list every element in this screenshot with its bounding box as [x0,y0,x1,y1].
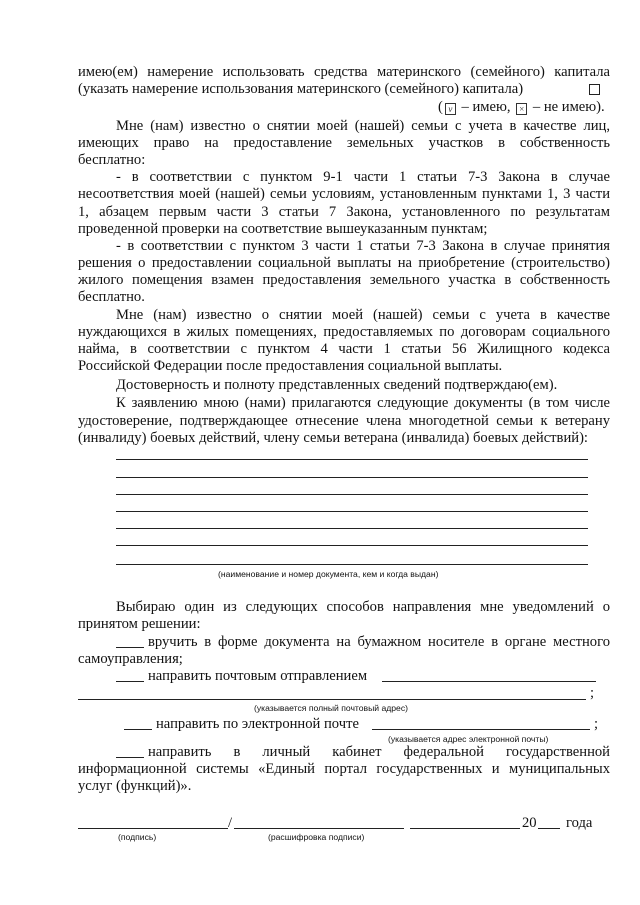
documents-fill-line[interactable] [116,459,588,460]
year-prefix: 20 [522,815,537,831]
documents-fill-line[interactable] [116,564,588,565]
date-field[interactable] [410,828,520,829]
option-mail-mark-field[interactable] [116,681,144,682]
text-line: направить в личный кабинет федеральной государственной [148,744,610,760]
text-line: (указать намерение использования материнского (семейного) капитала) [78,81,524,97]
text-line: Российской Федерации после предоставления социальной выплаты. [78,358,503,374]
postal-address-field[interactable] [382,681,596,682]
year-field[interactable] [538,828,560,829]
postal-address-field-line2[interactable] [78,699,586,700]
signature-slash: / [228,815,233,831]
text-line: направить по электронной почте [156,716,359,732]
option-cabinet-mark-field[interactable] [116,757,144,758]
text-line: бесплатно: [78,152,146,168]
text-line: несоответствия моей (нашей) семьи условиям, установленным пунктами 1, 3 части [78,186,610,202]
checkbox-no-sample: × [516,103,527,115]
text-line: Достоверность и полноту представленных сведений подтверждаю(ем). [116,377,558,393]
signature-decoding-caption: (расшифровка подписи) [268,832,365,842]
text-line: вручить в форме документа на бумажном носителе в органе местного [148,634,610,650]
documents-fill-line[interactable] [116,494,588,495]
text-line: направить почтовым отправлением [148,668,368,684]
text-line: бесплатно. [78,289,145,305]
option-email-mark-field[interactable] [124,729,152,730]
text-line: имею(ем) намерение использовать средства материнского (семейного) капитала [78,64,610,80]
signature-caption: (подпись) [118,832,157,842]
checkbox-legend: ( v – имею, × – не имею). [438,99,605,115]
text-line: ; [590,685,595,701]
text-line: Выбираю один из следующих способов направления мне уведомлений о [116,599,610,615]
text-line: - в соответствии с пунктом 9-1 части 1 статьи 7-3 Закона в случае [116,169,610,185]
text-line: информационной системы «Единый портал государственных и муниципальных [78,761,610,777]
documents-fill-line[interactable] [116,528,588,529]
text-line: ; [594,716,599,732]
text-line: принятом решении: [78,616,201,632]
text-line: проведенной проверки на соответствие вышеуказанным пунктам; [78,221,488,237]
postal-address-caption: (указывается полный почтовый адрес) [254,703,408,713]
text-line: К заявлению мною (нами) прилагаются следующие документы (в том числе [116,395,610,411]
text-line: жилого помещения взамен предоставления земельного участка в собственность [78,272,610,288]
text-line: услуг (функций)». [78,778,192,794]
text-line: (инвалиду) боевых действий, члену семьи ветерана (инвалида) боевых действий): [78,430,588,446]
text-line: Мне (нам) известно о снятии моей (нашей) семьи с учета в качестве [116,307,610,323]
signature-field[interactable] [78,828,228,829]
text-line: найма, в соответствии с пунктом 4 части 1 статьи 56 Жилищного кодекса [78,341,610,357]
capital-intent-checkbox[interactable] [589,84,600,95]
documents-caption: (наименование и номер документа, кем и когда выдан) [218,569,439,579]
year-suffix: года [566,815,593,831]
documents-fill-line[interactable] [116,511,588,512]
documents-fill-line[interactable] [116,545,588,546]
text-line: 1, абзацем первым части 3 статьи 7 Закона, установленного по результатам [78,204,610,220]
text-line: имеющих право на предоставление земельных участков в собственность [78,135,610,151]
text-line: Мне (нам) известно о снятии моей (нашей) семьи с учета в качестве лиц, [116,118,610,134]
documents-fill-line[interactable] [116,477,588,478]
text-line: нуждающихся в жилых помещениях, предоставляемых по договорам социального [78,324,610,340]
email-address-caption: (указывается адрес электронной почты) [388,734,549,744]
email-address-field[interactable] [372,729,590,730]
text-line: самоуправления; [78,651,183,667]
checkbox-yes-sample: v [445,103,456,115]
text-line: - в соответствии с пунктом 3 части 1 статьи 7-3 Закона в случае принятия [116,238,610,254]
signature-decoding-field[interactable] [234,828,404,829]
text-line: решения о предоставлении социальной выплаты на приобретение (строительство) [78,255,610,271]
option-paper-mark-field[interactable] [116,647,144,648]
text-line: удостоверение, подтверждающее отнесение члена многодетной семьи к ветерану [78,413,610,429]
